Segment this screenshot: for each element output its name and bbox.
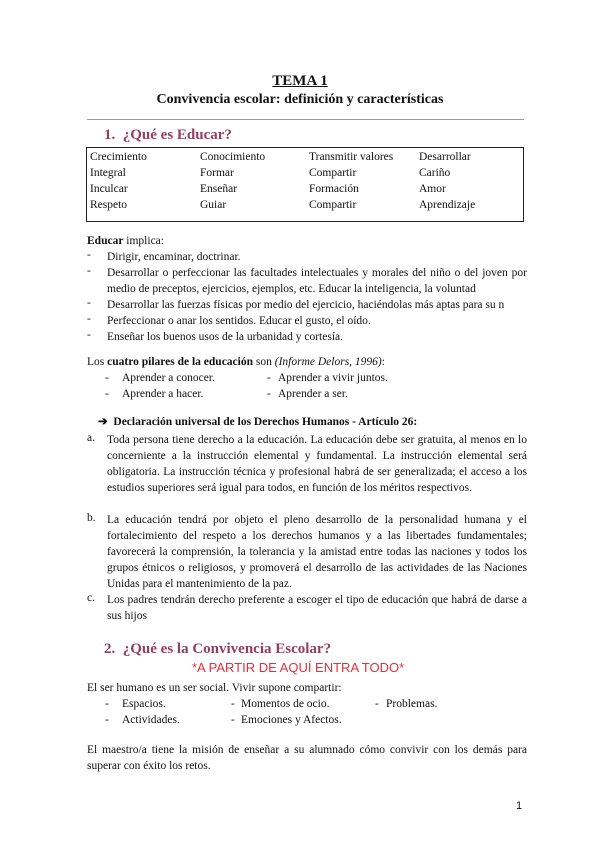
pilares-mid: son: [253, 356, 275, 368]
keyword-box: [86, 147, 524, 222]
item-label: a.: [87, 432, 95, 444]
list-item: Dirigir, encaminar, doctrinar.: [107, 251, 241, 263]
box-word: Compartir: [309, 199, 357, 211]
section-2-title: ¿Qué es la Convivencia Escolar?: [122, 641, 332, 657]
box-word: Formar: [200, 167, 234, 179]
list-item: Desarrollar las fuerzas físicas por medio del ejercicio, haciéndolas más aptas para su n: [107, 299, 505, 311]
arrow-icon: ➔: [98, 416, 108, 428]
item-label: c.: [87, 592, 95, 604]
bullet-dash: -: [105, 372, 109, 384]
bullet-dash: -: [267, 388, 271, 400]
pilares-pre: Los: [87, 356, 108, 368]
bullet-dash: -: [105, 714, 109, 726]
box-word: Amor: [419, 183, 446, 195]
bullet-dash: -: [87, 313, 91, 325]
declaracion-heading: [98, 414, 417, 430]
bullet-dash: -: [231, 714, 235, 726]
declaracion-item-b: La educación tendrá por objeto el pleno desarrollo de la personalidad humana y el fortalecimiento del respeto a los derechos humanos y a las libertades fundamentales; favorecerá la comprensión, la tolerancia y la amistad entre todas las naciones y todos los grupos étnicos o religiosos, y promoverá el desarrollo de las actividades de las Naciones Unidas para el mantenimiento de la paz.: [107, 514, 527, 590]
page-title: TEMA 1: [272, 73, 328, 89]
box-word: Enseñar: [200, 183, 238, 195]
section-1-title: ¿Qué es Educar?: [122, 127, 232, 143]
pilares-intro: [87, 354, 385, 370]
pilares-end: :: [381, 356, 385, 368]
convivencia-item: Espacios.: [122, 698, 166, 710]
page-number: 1: [516, 800, 523, 812]
bullet-dash: -: [231, 698, 235, 710]
divider: [87, 119, 524, 120]
declaracion-item-c: Los padres tendrán derecho preferente a escoger el tipo de educación que habrá de darse a sus hijos: [107, 594, 527, 622]
educar-bold: Educar: [87, 235, 124, 247]
box-word: Respeto: [90, 199, 128, 211]
bullet-dash: -: [87, 297, 91, 309]
list-item: Enseñar los buenos usos de la urbanidad y cortesía.: [107, 331, 344, 343]
box-word: Guiar: [200, 199, 227, 211]
box-word: Aprendizaje: [419, 199, 476, 211]
bullet-dash: -: [87, 329, 91, 341]
bullet-dash: -: [375, 698, 379, 710]
bullet-dash: -: [87, 249, 91, 261]
bullet-dash: -: [105, 698, 109, 710]
box-word: Compartir: [309, 167, 357, 179]
convivencia-intro: El ser humano es un ser social. Vivir supone compartir:: [87, 682, 342, 694]
box-word: Crecimiento: [90, 151, 147, 163]
pilar-item: Aprender a conocer.: [122, 372, 215, 384]
section-2-note: *A PARTIR DE AQUÍ ENTRA TODO*: [192, 660, 405, 675]
box-word: Inculcar: [90, 183, 128, 195]
pilares-citation: (Informe Delors, 1996): [274, 356, 382, 368]
pilares-bold: cuatro pilares de la educación: [107, 356, 254, 368]
list-item: Desarrollar o perfeccionar las facultades intelectuales y morales del niño o del joven por medio de preceptos, ejercicios, ejemplos, etc. Educar la inteligencia, la voluntad: [107, 267, 527, 295]
declaracion-item-a: Toda persona tiene derecho a la educación. La educación debe ser gratuita, al menos en lo concerniente a la instrucción elemental y fundamental. La instrucción elemental será obligatoria. La instrucción técnica y profesional habrá de ser generalizada; el acceso a los estudios superiores será igual para todos, en función de los méritos respectivos.: [107, 434, 527, 494]
convivencia-paragraph: El maestro/a tiene la misión de enseñar a su alumnado cómo convivir con los demás para superar con éxito los retos.: [87, 744, 527, 772]
pilar-item: Aprender a vivir juntos.: [278, 372, 388, 384]
box-word: Cariño: [419, 167, 451, 179]
box-word: Formación: [309, 183, 359, 195]
box-word: Integral: [90, 167, 126, 179]
pilar-item: Aprender a ser.: [278, 388, 348, 400]
section-1-heading: [104, 127, 232, 144]
box-word: Transmitir valores: [309, 151, 394, 163]
section-2-heading: [104, 641, 331, 658]
box-word: Conocimiento: [200, 151, 266, 163]
convivencia-item: Actividades.: [122, 714, 180, 726]
bullet-dash: -: [267, 372, 271, 384]
bullet-dash: -: [105, 388, 109, 400]
convivencia-item: Emociones y Afectos.: [241, 714, 342, 726]
bullet-dash: -: [87, 265, 91, 277]
list-item: Perfeccionar o anar los sentidos. Educar el gusto, el oído.: [107, 315, 371, 327]
educar-rest: implica:: [123, 235, 164, 247]
box-word: Desarrollar: [419, 151, 471, 163]
declaracion-title: Declaración universal de los Derechos Humanos - Artículo 26:: [113, 416, 418, 428]
section-1-number: 1.: [104, 127, 116, 143]
educar-intro: [87, 233, 164, 249]
page-subtitle: Convivencia escolar: definición y características: [156, 92, 444, 107]
convivencia-item: Momentos de ocio.: [241, 698, 330, 710]
convivencia-item: Problemas.: [386, 698, 438, 710]
pilar-item: Aprender a hacer.: [122, 388, 204, 400]
item-label: b.: [87, 512, 96, 524]
section-2-number: 2.: [104, 641, 116, 657]
